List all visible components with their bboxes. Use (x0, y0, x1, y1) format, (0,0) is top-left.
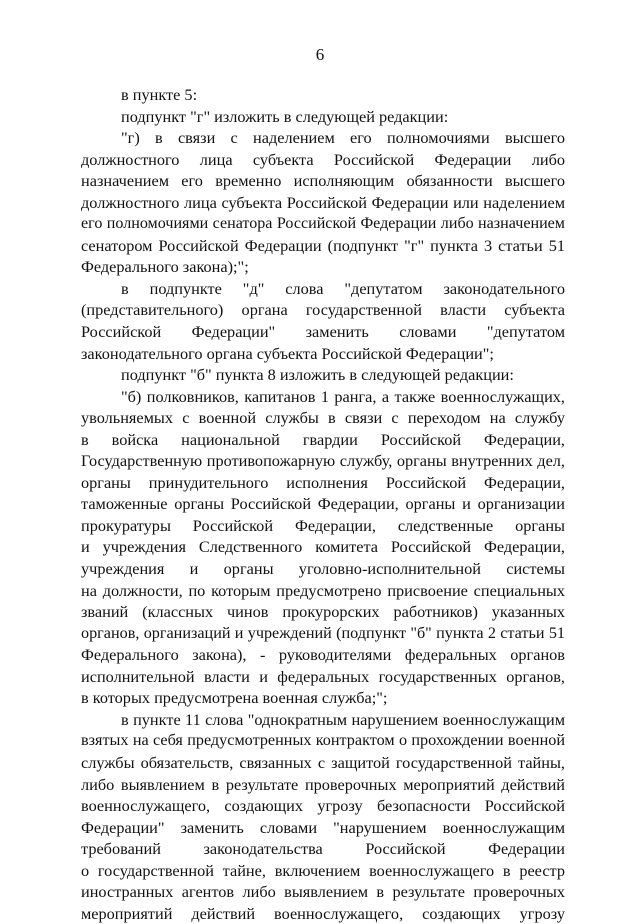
text-line: в пункте 11 слова "однократным нарушением военнослужащим (121, 709, 565, 729)
text-line: на должности, по которым предусмотрено присвоение специальных (81, 580, 565, 600)
text-line: увольняемых с военной службы в связи с переходом на службу (81, 408, 565, 428)
text-line: мероприятий действий военнослужащего, создающих угрозу (81, 903, 565, 923)
text-line: (представительного) органа государственной власти субъекта (81, 300, 565, 320)
text-line: исполнительной власти и федеральных государственных органов, (81, 666, 565, 686)
text-line: о государственной тайне, включением военнослужащего в реестр (81, 860, 565, 880)
text-line: в которых предусмотрена военная служба;"; (81, 688, 388, 708)
text-line: и учреждения Следственного комитета Российской Федерации, (81, 537, 565, 557)
text-line: законодательного органа субъекта Российской Федерации"; (81, 343, 494, 363)
text-line: "г) в связи с наделением его полномочиями высшего (121, 128, 565, 148)
text-line: Федерации" заменить словами "нарушением военнослужащим (81, 817, 565, 837)
text-line: его полномочиями сенатора Российской Федерации либо назначением (81, 215, 565, 233)
text-line: иностранных агентов либо выявлением в результате проверочных (81, 882, 565, 902)
text-line: Федерального закона), - руководителями федеральных органов (81, 645, 565, 665)
text-line: либо выявлением в результате проверочных мероприятий действий (81, 774, 565, 794)
text-line: Российской Федерации" заменить словами "депутатом (81, 322, 565, 342)
text-line: Государственную противопожарную службу, органы внутренних дел, (81, 451, 565, 471)
text-line: в подпункте "д" слова "депутатом законодательного (121, 278, 565, 298)
text-line: органов, организаций и учреждений (подпункт "б" пункта 2 статьи 51 (81, 624, 565, 642)
text-line: сенатором Российской Федерации (подпункт "г" пункта 3 статьи 51 (81, 235, 565, 255)
text-line: взятых на себя предусмотренных контрактом о прохождении военной (81, 731, 565, 750)
text-line: органы принудительного исполнения Российской Федерации, (81, 472, 565, 492)
text-line: подпункт "г" изложить в следующей редакции: (121, 106, 449, 126)
text-line: прокуратуры Российской Федерации, следственные органы (81, 515, 565, 535)
text-line: "б) полковников, капитанов 1 ранга, а также военнослужащих, (121, 386, 565, 406)
text-line: в войска национальной гвардии Российской Федерации, (81, 429, 565, 449)
text-line: подпункт "б" пункта 8 изложить в следующей редакции: (121, 365, 514, 385)
text-line: военнослужащего, создающих угрозу безопасности Российской (81, 796, 565, 816)
text-line: назначением его временно исполняющим обязанности высшего (81, 171, 565, 191)
page-number: 6 (315, 45, 325, 64)
text-line: в пункте 5: (121, 85, 198, 104)
text-line: таможенные органы Российской Федерации, органы и организации (81, 494, 565, 514)
text-line: требований законодательства Российской Федерации (81, 839, 565, 859)
text-line: службы обязательств, связанных с защитой государственной тайны, (81, 752, 565, 772)
text-line: званий (классных чинов прокурорских работников) указанных (81, 602, 565, 622)
text-line: учреждения и органы уголовно-исполнительной системы (81, 559, 565, 579)
document-body (81, 84, 565, 924)
text-line: должностного лица субъекта Российской Федерации или наделением (81, 192, 565, 212)
text-line: должностного лица субъекта Российской Федерации либо (81, 149, 565, 169)
text-line: Федерального закона);"; (81, 257, 249, 277)
